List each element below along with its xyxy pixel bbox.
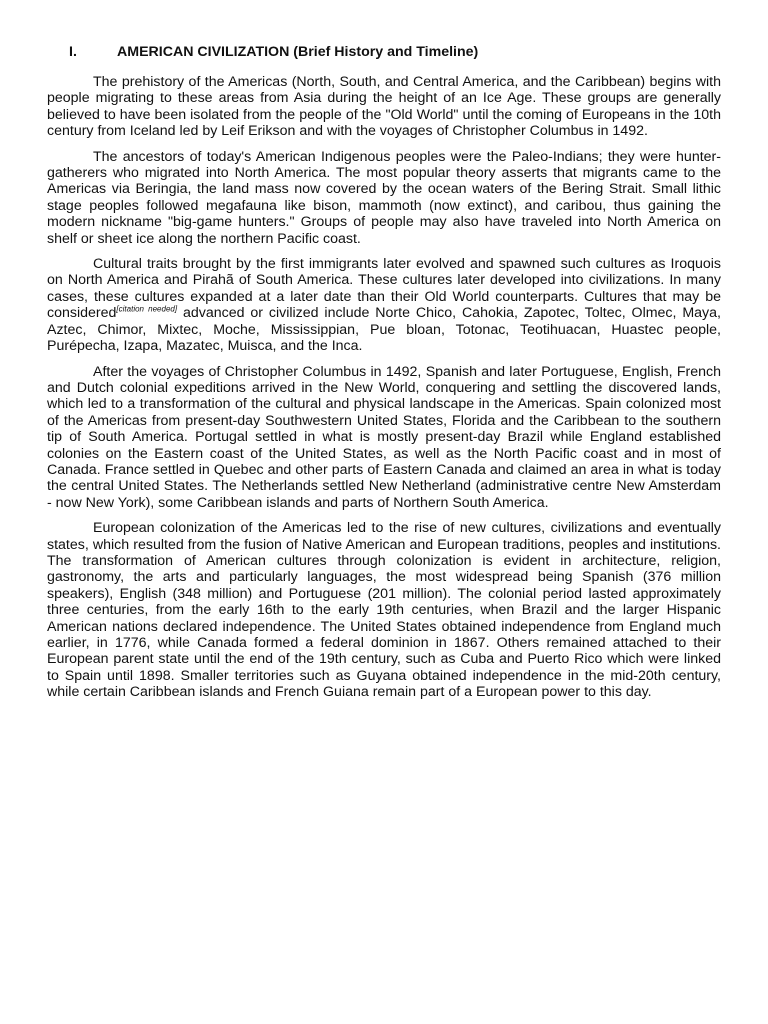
paragraph-columbus-voyages: After the voyages of Christopher Columbus in 1492, Spanish and later Portuguese, English, French and Dutch colonial expeditions arrived in the New World, conquering and settling the discovered lands, which led to a transformation of the cultural and physical landscape in the Americas. Spain colonized most of the Americas from present-day Southwestern United States, Florida and the Caribbean to the southern tip of South America. Portugal settled in what is mostly present-day Brazil while England established colonies on the Eastern coast of the United States, as well as the North Pacific coast and in most of Canada. France settled in Quebec and other parts of Eastern Canada and claimed an area in what is today the central United States. The Netherlands settled New Netherland (administrative centre New Amsterdam - now New York), some Caribbean islands and parts of Northern South America. (47, 363, 721, 511)
paragraph-cultural-traits-text-start: Cultural traits brought by the first immigrants later evolved and spawned such cultures as Iroquois on North America and Pirahã of South America. These cultures later developed into civilizations. In many cases, these cultures expanded at a later date than their Old World counterparts. Cultures that may be considered (47, 256, 721, 322)
paragraph-european-colonization: European colonization of the Americas led to the rise of new cultures, civilizations and eventually states, which resulted from the fusion of Native American and European traditions, peoples and institutions. The transformation of American cultures through colonization is evident in architecture, religion, gastronomy, the arts and particularly languages, the most widespread being Spanish (376 million speakers), English (348 million) and Portuguese (201 million). The colonial period lasted approximately three centuries, from the early 16th to the early 19th centuries, when Brazil and the larger Hispanic American nations declared independence. The United States obtained independence from England much earlier, in 1776, while Canada formed a federal dominion in 1867. Others remained attached to their European parent state until the end of the 19th century, such as Cuba and Puerto Rico which were linked to Spain until 1898. Smaller territories such as Guyana obtained independence in the mid-20th century, while certain Caribbean islands and French Guiana remain part of a European power to this day. (47, 520, 721, 701)
paragraph-cultural-traits-text-end: advanced or civilized include Norte Chico, Cahokia, Zapotec, Toltec, Olmec, Maya, Aztec, Chimor, Mixtec, Moche, Mississippian, Pue bloan, Totonac, Teotihuacan, Huastec people, Purépecha, Izapa, Mazatec, Muisca, and the Inca. (47, 305, 721, 355)
paragraph-prehistory: The prehistory of the Americas (North, South, and Central America, and the Caribbean) begins with people migrating to these areas from Asia during the height of an Ice Age. These groups are generally believed to have been isolated from the people of the "Old World" until the coming of Europeans in the 10th century from Iceland led by Leif Erikson and with the voyages of Christopher Columbus in 1492. (47, 74, 721, 140)
section-title: AMERICAN CIVILIZATION (Brief History and Timeline) (117, 44, 479, 60)
citation-needed-note: [citation needed] (116, 304, 178, 314)
section-number: I. (69, 44, 77, 60)
section-heading (47, 42, 721, 62)
paragraph-ancestors: The ancestors of today's American Indigenous peoples were the Paleo-Indians; they were hunter-gatherers who migrated into North America. The most popular theory asserts that migrants came to the Americas via Beringia, the land mass now covered by the ocean waters of the Bering Strait. Small lithic stage peoples followed megafauna like bison, mammoth (now extinct), and caribou, thus gaining the modern nickname "big-game hunters." Groups of people may also have traveled into North America on shelf or sheet ice along the northern Pacific coast. (47, 148, 721, 247)
paragraph-cultural-traits (47, 256, 721, 354)
document-page (47, 42, 721, 710)
